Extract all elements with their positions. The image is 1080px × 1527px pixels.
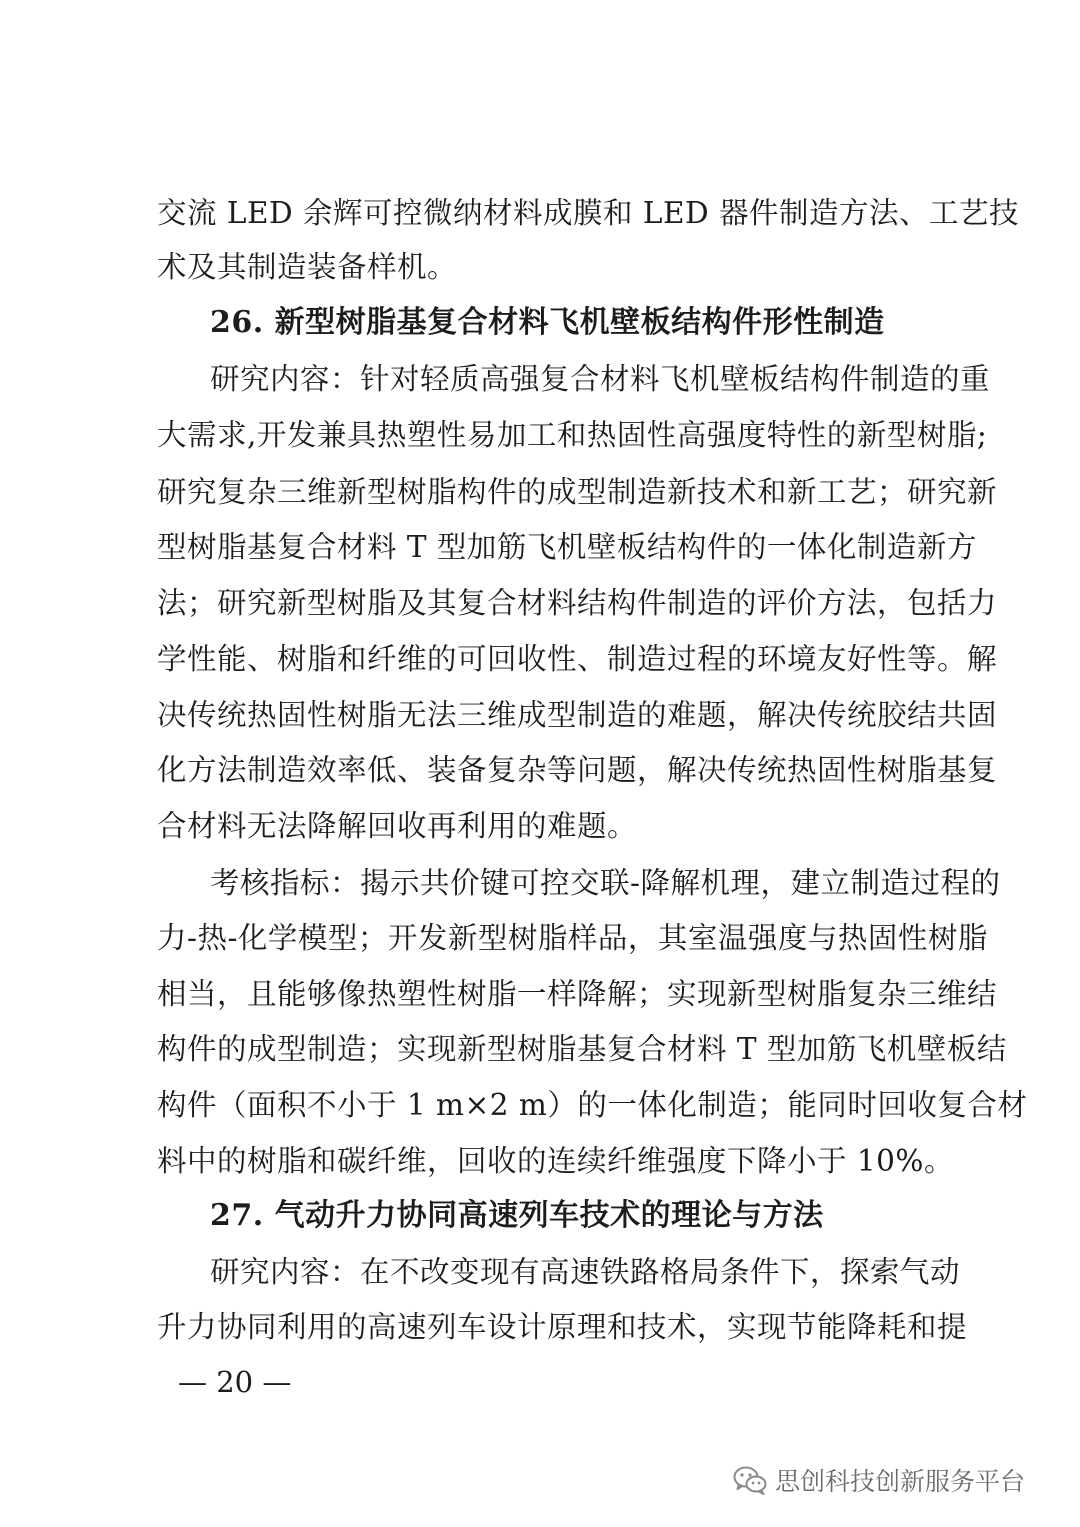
research-content-line: 合材料无法降解回收再利用的难题。	[157, 809, 638, 843]
research-content-line: 研究复杂三维新型树脂构件的成型制造新技术和新工艺；研究新	[157, 475, 998, 509]
research-content-line: 研究内容：针对轻质高强复合材料飞机壁板结构件制造的重	[210, 362, 991, 396]
assessment-indicator-line: 相当，且能够像热塑性树脂一样降解；实现新型树脂复杂三维结	[157, 977, 998, 1011]
research-content-line: 研究内容：在不改变现有高速铁路格局条件下，探索气动	[210, 1255, 961, 1289]
research-content-line: 型树脂基复合材料 T 型加筋飞机壁板结构件的一体化制造新方	[157, 530, 977, 564]
research-content-line: 决传统热固性树脂无法三维成型制造的难题，解决传统胶结共固	[157, 698, 998, 732]
research-content-line: 大需求,开发兼具热塑性易加工和热固性高强度特性的新型树脂;	[157, 418, 988, 452]
research-content-line: 化方法制造效率低、装备复杂等问题，解决传统热固性树脂基复	[157, 753, 998, 787]
page-number: — 20 —	[178, 1365, 292, 1399]
research-content-line: 学性能、树脂和纤维的可回收性、制造过程的环境友好性等。解	[157, 642, 998, 676]
research-content-line: 法；研究新型树脂及其复合材料结构件制造的评价方法，包括力	[157, 586, 998, 620]
assessment-indicator-line: 构件（面积不小于 1 m×2 m）的一体化制造；能同时回收复合材	[157, 1088, 1028, 1122]
section-heading-27: 27. 气动升力协同高速列车技术的理论与方法	[210, 1198, 824, 1233]
wechat-icon	[733, 1465, 767, 1495]
assessment-indicator-line: 料中的树脂和碳纤维，回收的连续纤维强度下降小于 10%。	[157, 1144, 954, 1178]
assessment-indicator-line: 构件的成型制造；实现新型树脂基复合材料 T 型加筋飞机壁板结	[157, 1032, 1007, 1066]
paragraph-line: 术及其制造装备样机。	[157, 250, 458, 284]
section-heading-26: 26. 新型树脂基复合材料飞机壁板结构件形性制造	[210, 305, 885, 340]
paragraph-line: 交流 LED 余辉可控微纳材料成膜和 LED 器件制造方法、工艺技	[157, 196, 1020, 230]
watermark	[733, 1460, 1025, 1500]
research-content-line: 升力协同利用的高速列车设计原理和技术，实现节能降耗和提	[157, 1310, 968, 1344]
assessment-indicator-line: 考核指标：揭示共价键可控交联-降解机理，建立制造过程的	[210, 866, 1001, 900]
assessment-indicator-line: 力-热-化学模型；开发新型树脂样品，其室温强度与热固性树脂	[157, 921, 988, 955]
watermark-text: 思创科技创新服务平台	[775, 1467, 1026, 1496]
